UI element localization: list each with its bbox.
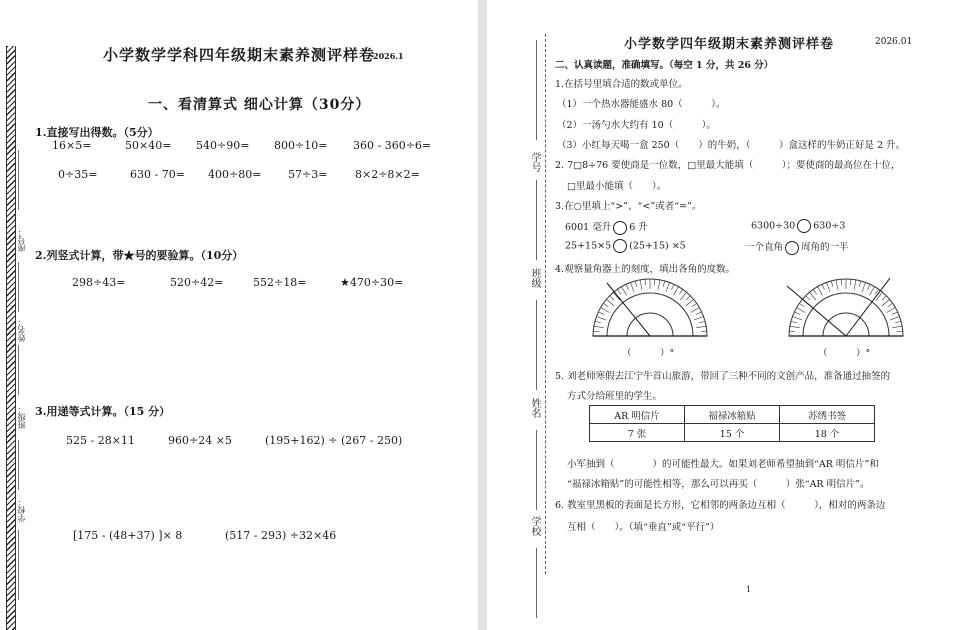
- oral-item: 400÷80=: [208, 168, 262, 181]
- angle-answer[interactable]: （ ）°: [622, 348, 675, 359]
- question-line: 6. 教室里黑板的表面是长方形，它相邻的两条边互相（ ），相对的两条边: [555, 500, 886, 511]
- protractor-tick: [888, 303, 893, 306]
- protractor-tick: [790, 326, 800, 328]
- question-line: 互相（ ）。（填“垂直”或“平行”）: [567, 522, 720, 533]
- protractor-tick: [658, 280, 660, 290]
- protractor-tick: [890, 317, 899, 320]
- table-row: [590, 406, 875, 424]
- side-label-school: 学校: [529, 516, 540, 536]
- oral-item: 8×2÷8×2=: [355, 168, 420, 181]
- page-gutter: [478, 0, 487, 630]
- name-line: [18, 440, 19, 490]
- compare-left: 一个直角: [745, 242, 784, 253]
- question-title: 4.观察量角器上的刻度，填出各角的度数。: [555, 264, 736, 275]
- question-line: （2）一汤勺水大约有 10（ ）。: [557, 120, 716, 131]
- protractor-tick: [827, 282, 830, 291]
- question-line: （1）一个热水器能盛水 80（ ）。: [557, 99, 726, 110]
- exam-title: 小学数学学科四年级期末素养测评样卷: [103, 46, 376, 64]
- protractor-tick: [895, 321, 901, 323]
- protractor-tick: [640, 280, 642, 290]
- protractor-tick: [794, 312, 799, 315]
- table-cell: 7 张: [590, 424, 685, 442]
- protractor-tick: [876, 292, 882, 300]
- oral-item: 0÷35=: [58, 168, 98, 181]
- question-title: 2.列竖式计算，带★号的要验算。（10分）: [35, 249, 244, 262]
- protractor-tick: [696, 312, 701, 315]
- binding-dashed-line: [545, 34, 546, 574]
- compare-circle[interactable]: [613, 239, 627, 253]
- expression-item: (517 - 293) ÷32×46: [225, 529, 337, 542]
- compare-left: 6300÷30: [751, 220, 796, 232]
- section-heading: 一、看清算式 细心计算（30分）: [148, 97, 371, 113]
- name-line: [536, 40, 537, 140]
- question-title: 1.直接写出得数。（5分）: [35, 126, 159, 139]
- protractor-tick: [806, 296, 810, 300]
- question-line: 方式分给班里的学生。: [567, 391, 663, 402]
- side-label-student-no: 学号: [529, 152, 540, 172]
- oral-item: 360 - 360÷6=: [353, 139, 432, 152]
- oral-item: 540÷90=: [196, 139, 250, 152]
- protractor-tick: [841, 279, 842, 285]
- protractor-tick: [868, 284, 871, 289]
- exam-date: 2026.01: [875, 37, 913, 47]
- protractor-tick: [691, 308, 700, 313]
- question-line: （3）小红每天喝一盒 250（ ）的牛奶，（ ）盒这样的牛奶正好是 2 升。: [557, 140, 906, 151]
- protractor-tick: [882, 299, 890, 305]
- compare-item: [565, 219, 648, 235]
- expression-item: 525 - 28×11: [66, 434, 135, 447]
- protractor-tick: [870, 287, 875, 296]
- protractor-tick: [593, 331, 599, 332]
- protractor-tick: [862, 282, 865, 291]
- name-line: [18, 530, 19, 600]
- protractor-tick: [809, 292, 815, 300]
- protractor-tick: [686, 299, 694, 305]
- protractor-tick: [696, 326, 706, 328]
- protractor-tick: [631, 282, 634, 291]
- protractor-tick: [850, 279, 851, 285]
- protractor-1: [589, 276, 711, 340]
- side-label-class: 班级：: [17, 405, 26, 429]
- division-item: ★470÷30=: [340, 276, 404, 289]
- protractor-tick: [654, 279, 655, 285]
- protractor-tick: [836, 280, 838, 290]
- compare-right: 630÷3: [813, 220, 846, 232]
- table-cell: 18 个: [780, 424, 875, 442]
- side-label-class: 班级: [529, 268, 540, 288]
- protractor-tick: [799, 303, 804, 306]
- side-label-name: 姓名: [529, 398, 540, 418]
- compare-right: (25+15) ×5: [629, 240, 686, 252]
- compare-item: [751, 219, 845, 233]
- souvenir-table: [589, 405, 875, 442]
- question-line: □里最小能填（ ）。: [567, 181, 667, 192]
- protractor-tick: [603, 303, 608, 306]
- compare-item: [745, 239, 849, 255]
- angle-answer[interactable]: （ ）°: [818, 348, 871, 359]
- compare-circle[interactable]: [785, 241, 799, 255]
- protractor-tick: [635, 281, 637, 287]
- name-line: [536, 180, 537, 260]
- division-item: 520÷42=: [170, 276, 224, 289]
- division-item: 552÷18=: [253, 276, 307, 289]
- page-number: 1: [746, 585, 752, 594]
- compare-left: 25+15×5: [565, 240, 612, 252]
- protractor-tick: [598, 312, 603, 315]
- protractor-tick: [854, 280, 856, 290]
- question-line: 2. 7□8÷76 要使商是一位数，□里最大能填（ ）；要使商的最高位在十位，: [555, 160, 901, 171]
- protractor-tick: [831, 281, 833, 287]
- protractor-tick: [613, 292, 619, 300]
- protractor-tick: [610, 296, 614, 300]
- oral-item: 50×40=: [125, 139, 172, 152]
- expression-item: [175 - (48+37) ]× 8: [73, 529, 183, 542]
- name-line: [536, 548, 537, 618]
- compare-left: 6001 毫升: [565, 222, 612, 233]
- protractor-tick: [672, 284, 675, 289]
- protractor-tick: [692, 303, 697, 306]
- protractor-tick: [680, 292, 686, 300]
- protractor-tick: [606, 299, 614, 305]
- protractor-tick: [789, 331, 795, 332]
- angle-ray: [846, 278, 890, 336]
- protractor-tick: [595, 321, 601, 323]
- question-title: 3.用递等式计算。（15 分）: [35, 405, 171, 418]
- protractor-tick: [892, 312, 897, 315]
- protractor-tick: [686, 296, 690, 300]
- table-header-cell: AR 明信片: [590, 406, 685, 424]
- name-line: [536, 300, 537, 390]
- binding-margin-hatch: [6, 46, 16, 630]
- protractor-tick: [594, 326, 604, 328]
- expression-item: 960÷24 ×5: [168, 434, 232, 447]
- oral-item: 16×5=: [52, 139, 92, 152]
- protractor-tick: [859, 281, 861, 287]
- question-title: 1.在括号里填合适的数或单位。: [555, 79, 688, 90]
- section-heading: 二、认真读题，准确填写。（每空 1 分，共 26 分）: [555, 60, 774, 71]
- question-line: 5. 刘老师寒假去江宁牛首山旅游，带回了三种不同的文创产品，准备通过抽签的: [555, 371, 891, 382]
- compare-right: 周角的一半: [801, 242, 849, 253]
- protractor-tick: [892, 326, 902, 328]
- oral-item: 57÷3=: [288, 168, 328, 181]
- protractor-tick: [596, 317, 605, 320]
- protractor-tick: [626, 284, 629, 289]
- protractor-tick: [666, 282, 669, 291]
- exam-date: 2026.1: [373, 51, 404, 61]
- protractor-tick: [791, 321, 797, 323]
- table-header-cell: 苏绣书签: [780, 406, 875, 424]
- protractor-tick: [663, 281, 665, 287]
- table-row: [590, 424, 875, 442]
- protractor-tick: [679, 289, 682, 294]
- protractor-tick: [797, 308, 806, 313]
- protractor-tick: [882, 296, 886, 300]
- name-line: [536, 430, 537, 510]
- compare-circle[interactable]: [797, 219, 811, 233]
- protractor-tick: [645, 279, 646, 285]
- side-label-seat: 座号：: [17, 228, 26, 252]
- name-line: [18, 345, 19, 395]
- table-cell: 15 个: [685, 424, 780, 442]
- protractor-tick: [701, 331, 707, 332]
- table-header-cell: 福禄冰箱贴: [685, 406, 780, 424]
- protractor-tick: [792, 317, 801, 320]
- expression-item: (195+162) ÷ (267 - 250): [265, 434, 403, 447]
- name-line: [18, 262, 19, 312]
- protractor-tick: [887, 308, 896, 313]
- side-label-name: 姓名：: [17, 318, 26, 342]
- name-line: [18, 150, 19, 210]
- protractor-tick: [617, 289, 620, 294]
- oral-item: 630 - 70=: [130, 168, 185, 181]
- protractor-tick: [897, 331, 903, 332]
- protractor-tick: [813, 289, 816, 294]
- right-page: [487, 0, 972, 630]
- compare-circle[interactable]: [613, 221, 627, 235]
- exam-title: 小学数学四年级期末素养测评样卷: [624, 37, 835, 52]
- oral-item: 800÷10=: [274, 139, 328, 152]
- protractor-tick: [818, 287, 823, 296]
- question-line: 小军抽到（ ）的可能性最大。如果刘老师希望抽到“AR 明信片”和: [567, 459, 879, 470]
- protractor-tick: [674, 287, 679, 296]
- question-line: “福禄冰箱贴”的可能性相等，那么可以再买（ ）张“AR 明信片”。: [567, 479, 870, 490]
- compare-right: 6 升: [629, 222, 648, 233]
- protractor-2: [785, 276, 907, 340]
- compare-item: [565, 239, 686, 253]
- protractor-tick: [822, 284, 825, 289]
- protractor-tick: [694, 317, 703, 320]
- question-title: 3.在○里填上“>”、“<”或者“=”。: [555, 201, 702, 212]
- protractor-tick: [601, 308, 610, 313]
- division-item: 298÷43=: [72, 276, 126, 289]
- protractor-tick: [622, 287, 627, 296]
- protractor-tick: [699, 321, 705, 323]
- side-label-school: 学校：: [17, 498, 26, 522]
- left-page: [0, 0, 478, 630]
